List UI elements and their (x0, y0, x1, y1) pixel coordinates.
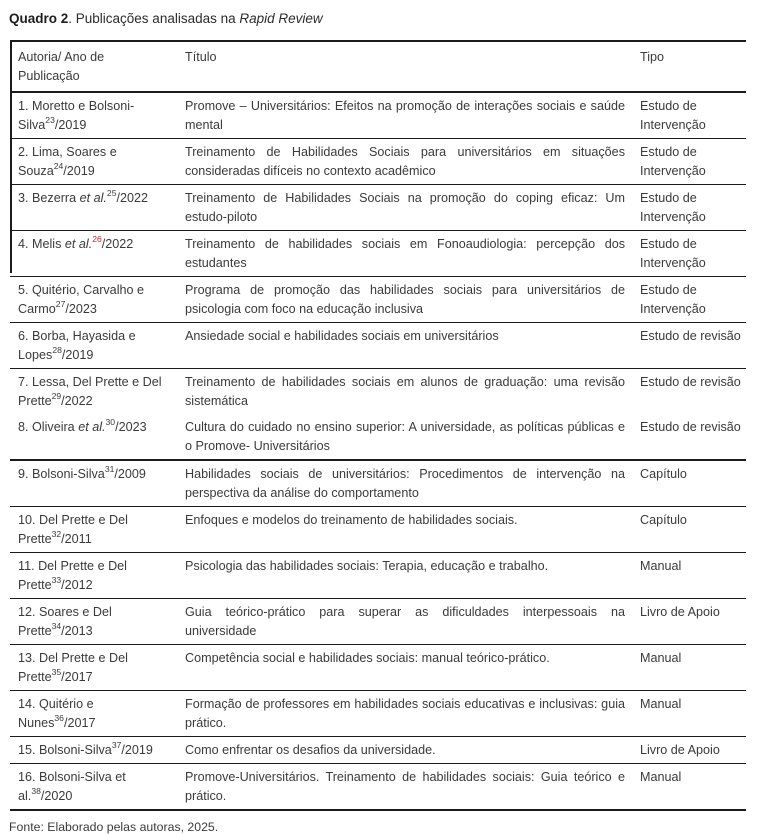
type-cell: Manual (635, 764, 746, 811)
author-text: 9. Bolsoni-Silva (18, 467, 105, 481)
source-note: Fonte: Elaborado pelas autoras, 2025. (9, 820, 219, 834)
publication-year: /2019 (61, 348, 94, 362)
author-cell (10, 277, 178, 323)
title-cell: Cultura do cuidado no ensino superior: A universidade, as políticas públicas e o Promove- Universitários (178, 414, 635, 460)
author-text: 2. Lima, Soares e Souza (18, 145, 117, 178)
type-cell: Estudo de revisão (640, 375, 741, 389)
table-row (10, 414, 746, 460)
type-cell: Manual (635, 645, 746, 691)
author-cell (10, 764, 178, 811)
author-cell (10, 92, 178, 139)
publication-year: /2020 (40, 789, 73, 803)
type-cell: Estudo de Intervenção (635, 185, 746, 231)
type-cell: Estudo de Intervenção (635, 139, 746, 185)
title-cell: Competência social e habilidades sociais: manual teórico-prático. (178, 645, 635, 691)
title-cell: Programa de promoção das habilidades sociais para universitários de psicologia com foco na educação inclusiva (178, 277, 635, 323)
citation-superscript: 34 (51, 620, 62, 631)
title-cell: Ansiedade social e habilidades sociais em universitários (178, 323, 635, 369)
author-text: 13. Del Prette e Del Prette (18, 651, 128, 684)
author-cell (10, 414, 178, 460)
table-row (10, 691, 746, 737)
table-row (10, 139, 746, 185)
type-cell: Manual (635, 553, 746, 599)
publication-year: /2019 (54, 118, 87, 132)
et-al-italic: et al. (78, 420, 106, 434)
citation-superscript: 28 (52, 344, 62, 355)
publication-year: /2023 (65, 302, 97, 316)
et-al-italic: et al. (64, 237, 93, 251)
author-text: 10. Del Prette e Del Prette (18, 513, 128, 546)
publications-table-wrap (10, 40, 746, 811)
citation-superscript: 30 (105, 416, 116, 427)
type-cell: Capítulo (635, 460, 746, 507)
caption-text: . Publicações analisadas na (68, 11, 240, 26)
author-text: 12. Soares e Del Prette (18, 605, 112, 638)
author-text: 3. Bezerra (18, 191, 80, 205)
title-cell: Habilidades sociais de universitários: Procedimentos de intervenção na perspectiva da análise do comportamento (178, 460, 635, 507)
author-text: 1. Moretto e Bolsoni-Silva (18, 99, 135, 132)
author-cell (10, 645, 178, 691)
publication-year: /2023 (115, 420, 147, 434)
column-header-autoria: Autoria/ Ano de Publicação (10, 41, 178, 92)
table-row (10, 92, 746, 139)
publication-year: /2019 (121, 743, 153, 757)
title-cell: Psicologia das habilidades sociais: Terapia, educação e trabalho. (178, 553, 635, 599)
table-row (10, 599, 746, 645)
title-cell: Treinamento de habilidades sociais em alunos de graduação: uma revisão sistemática (185, 375, 625, 408)
citation-superscript: 35 (51, 666, 62, 677)
author-text: 4. Melis (18, 237, 65, 251)
type-cell: Manual (635, 691, 746, 737)
citation-superscript: 24 (53, 160, 64, 171)
title-cell: Formação de professores em habilidades sociais educativas e inclusivas: guia prático. (178, 691, 635, 737)
publication-year: /2017 (63, 716, 96, 730)
citation-superscript: 29 (51, 390, 62, 401)
title-cell: Promove – Universitários: Efeitos na promoção de interações sociais e saúde mental (178, 92, 635, 139)
citation-superscript: 23 (45, 114, 55, 125)
title-cell: Como enfrentar os desafios da universidade. (178, 737, 635, 764)
type-cell: Estudo de Intervenção (635, 92, 746, 139)
table-row (10, 323, 746, 369)
header-row (10, 41, 746, 92)
table-row (10, 645, 746, 691)
author-text: 16. Bolsoni-Silva et al. (18, 770, 126, 803)
type-cell: Estudo de revisão (635, 414, 746, 460)
type-cell: Estudo de Intervenção (635, 277, 746, 323)
table-row (10, 737, 746, 764)
citation-superscript: 38 (31, 785, 41, 796)
table-row (10, 764, 746, 811)
author-cell (10, 553, 178, 599)
column-header-titulo: Título (178, 41, 635, 92)
table-row (10, 507, 746, 553)
author-text: 7. Lessa, Del Prette e Del Prette (18, 375, 162, 408)
citation-superscript: 31 (104, 463, 115, 474)
publication-year: /2012 (61, 578, 93, 592)
author-text: 11. Del Prette e Del Prette (18, 559, 127, 592)
title-cell: Treinamento de Habilidades Sociais para universitários em situações consideradas difíceis no contexto acadêmico (178, 139, 635, 185)
publication-year: /2022 (101, 237, 134, 251)
type-cell: Livro de Apoio (635, 737, 746, 764)
table-row (10, 460, 746, 507)
title-cell: Promove-Universitários. Treinamento de habilidades sociais: Guia teórico e prático. (178, 764, 635, 811)
table-row (10, 369, 746, 415)
author-text: 8. Oliveira (18, 420, 79, 434)
publications-table (10, 40, 746, 811)
table-row (10, 185, 746, 231)
title-cell: Treinamento de Habilidades Sociais na promoção do coping eficaz: Um estudo-piloto (178, 185, 635, 231)
table-header (10, 41, 746, 92)
type-cell: Estudo de revisão (635, 323, 746, 369)
author-text: 6. Borba, Hayasida e Lopes (18, 329, 136, 362)
type-cell: Capítulo (635, 507, 746, 553)
column-header-tipo: Tipo (635, 41, 746, 92)
author-cell (10, 139, 178, 185)
author-cell (10, 460, 178, 507)
caption-label: Quadro 2 (9, 11, 69, 26)
author-cell (10, 507, 178, 553)
author-cell (10, 369, 178, 415)
table-row (10, 231, 746, 277)
publication-year: /2009 (114, 467, 146, 481)
type-cell: Estudo de Intervenção (635, 231, 746, 277)
publication-year: /2022 (116, 191, 148, 205)
citation-superscript: 37 (111, 739, 122, 750)
title-cell: Treinamento de habilidades sociais em Fonoaudiologia: percepção dos estudantes (178, 231, 635, 277)
citation-superscript: 33 (51, 574, 62, 585)
publication-year: /2017 (61, 670, 93, 684)
citation-superscript: 36 (54, 712, 64, 723)
type-cell: Livro de Apoio (635, 599, 746, 645)
author-text: 15. Bolsoni-Silva (18, 743, 112, 757)
author-text: 14. Quitério e Nunes (18, 697, 94, 730)
publication-year: /2019 (63, 164, 95, 178)
author-text: 5. Quitério, Carvalho e Carmo (18, 283, 144, 316)
author-cell (10, 691, 178, 737)
table-row (10, 553, 746, 599)
author-cell (10, 185, 178, 231)
title-cell: Enfoques e modelos do treinamento de habilidades sociais. (178, 507, 635, 553)
author-cell (10, 231, 178, 277)
table-caption (9, 10, 748, 30)
et-al-italic: et al. (79, 191, 107, 205)
table-row (10, 277, 746, 323)
citation-superscript: 27 (55, 298, 66, 309)
author-cell (10, 599, 178, 645)
table-body (10, 92, 746, 810)
caption-italic-term: Rapid Review (239, 11, 323, 26)
citation-superscript: 25 (106, 187, 117, 198)
citation-superscript: 26 (92, 233, 102, 244)
author-cell (10, 737, 178, 764)
table-left-border (10, 40, 12, 273)
citation-superscript: 32 (51, 528, 62, 539)
publication-year: /2013 (61, 624, 93, 638)
title-cell: Guia teórico-prático para superar as dificuldades interpessoais na universidade (178, 599, 635, 645)
author-cell (10, 323, 178, 369)
publication-year: /2022 (61, 394, 93, 408)
publication-year: /2011 (61, 532, 92, 546)
